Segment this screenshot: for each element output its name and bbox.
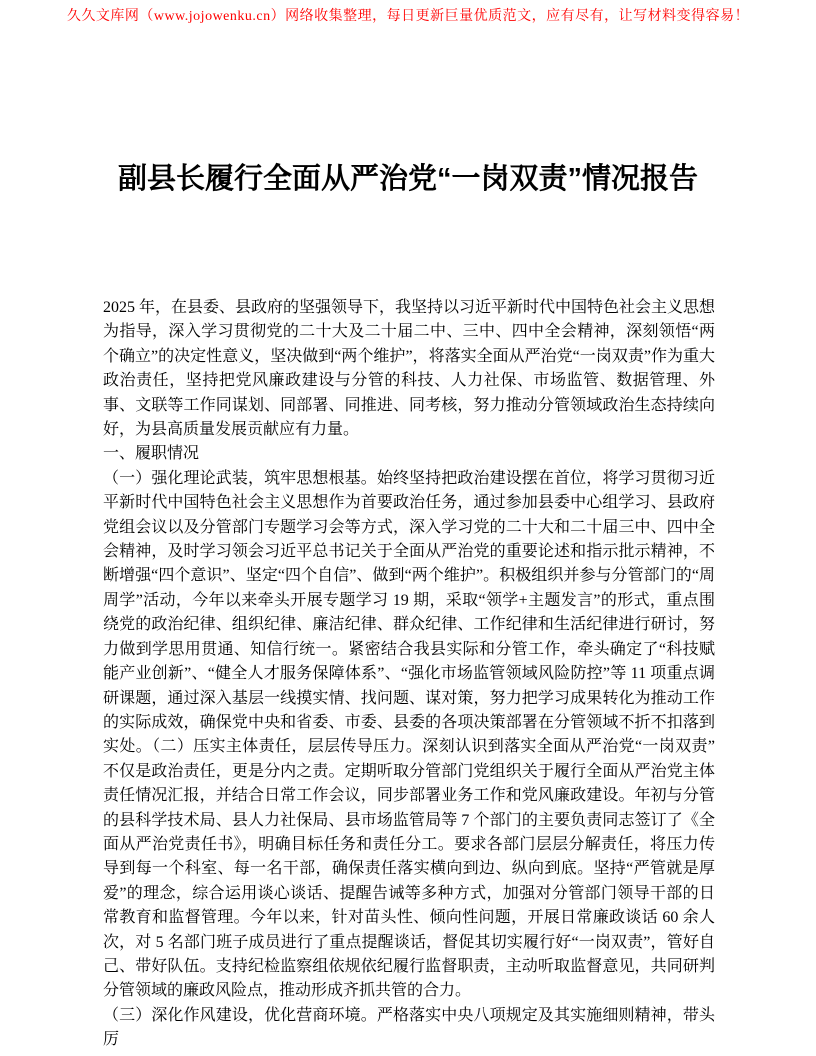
section-heading-performance: 一、履职情况 bbox=[103, 445, 200, 463]
document-body bbox=[103, 296, 715, 1053]
site-watermark-header: 久久文库网（www.jojowenku.cn）网络收集整理，每日更新巨量优质范文，应有尽有，让写材料变得容易！ bbox=[66, 9, 750, 24]
paragraph-sections-1-2: （一）强化理论武装，筑牢思想根基。始终坚持把政治建设摆在首位，将学习贯彻习近平新时代中国特色社会主义思想作为首要政治任务，通过参加县委中心组学习、县政府党组会议以及分管部门专题学习会等方式，深入学习党的二十大和二十届三中、四中全会精神，及时学习领会习近平总书记关于全面从严治党的重要论述和指示批示精神，不断增强“四个意识”、坚定“四个自信”、做到“两个维护”。积极组织并参与分管部门的“周周学”活动，今年以来牵头开展专题学习 19 期，采取“领学+主题发言”的形式，重点围绕党的政治纪律、组织纪律、廉洁纪律、群众纪律、工作纪律和生活纪律进行研讨，努力做到学思用贯通、知信行统一。紧密结合我县实际和分管工作，牵头确定了“科技赋能产业创新”、“健全人才服务保障体系”、“强化市场监管领域风险防控”等 11 项重点调研课题，通过深入基层一线摸实情、找问题、谋对策，努力把学习成果转化为推动工作的实际成效，确保党中央和省委、市委、县委的各项决策部署在分管领域不折不扣落到实处。（二）压实主体责任，层层传导压力。深刻认识到落实全面从严治党“一岗双责”不仅是政治责任，更是分内之责。定期听取分管部门党组织关于履行全面从严治党主体责任情况汇报，并结合日常工作会议，同步部署业务工作和党风廉政建设。年初与分管的县科学技术局、县人力社保局、县市场监管局等 7 个部门的主要负责同志签订了《全面从严治党责任书》，明确目标任务和责任分工。要求各部门层层分解责任，将压力传导到每一个科室、每一名干部，确保责任落实横向到边、纵向到底。坚持“严管就是厚爱”的理念，综合运用谈心谈话、提醒告诫等多种方式，加强对分管部门领导干部的日常教育和监督管理。今年以来，针对苗头性、倾向性问题，开展日常廉政谈话 60 余人次，对 5 名部门班子成员进行了重点提醒谈话，督促其切实履行好“一岗双责”，管好自己、带好队伍。支持纪检监察组依规依纪履行监督职责，主动听取监督意见，共同研判分管领域的廉政风险点，推动形成齐抓共管的合力。 bbox=[103, 469, 715, 1000]
paragraph-intro: 2025 年，在县委、县政府的坚强领导下，我坚持以习近平新时代中国特色社会主义思想为指导，深入学习贯彻党的二十大及二十届二中、三中、四中全会精神，深刻领悟“两个确立”的决定性意义，坚决做到“两个维护”，将落实全面从严治党“一岗双责”作为重大政治责任，坚持把党风廉政建设与分管的科技、人力社保、市场监管、数据管理、外事、文联等工作同谋划、同部署、同推进、同考核，努力推动分管领域政治生态持续向好，为县高质量发展贡献应有力量。 bbox=[103, 299, 716, 439]
document-title: 副县长履行全面从严治党“一岗双责”情况报告 bbox=[117, 163, 698, 195]
paragraph-section-3: （三）深化作风建设，优化营商环境。严格落实中央八项规定及其实施细则精神，带头厉 bbox=[103, 1006, 715, 1049]
